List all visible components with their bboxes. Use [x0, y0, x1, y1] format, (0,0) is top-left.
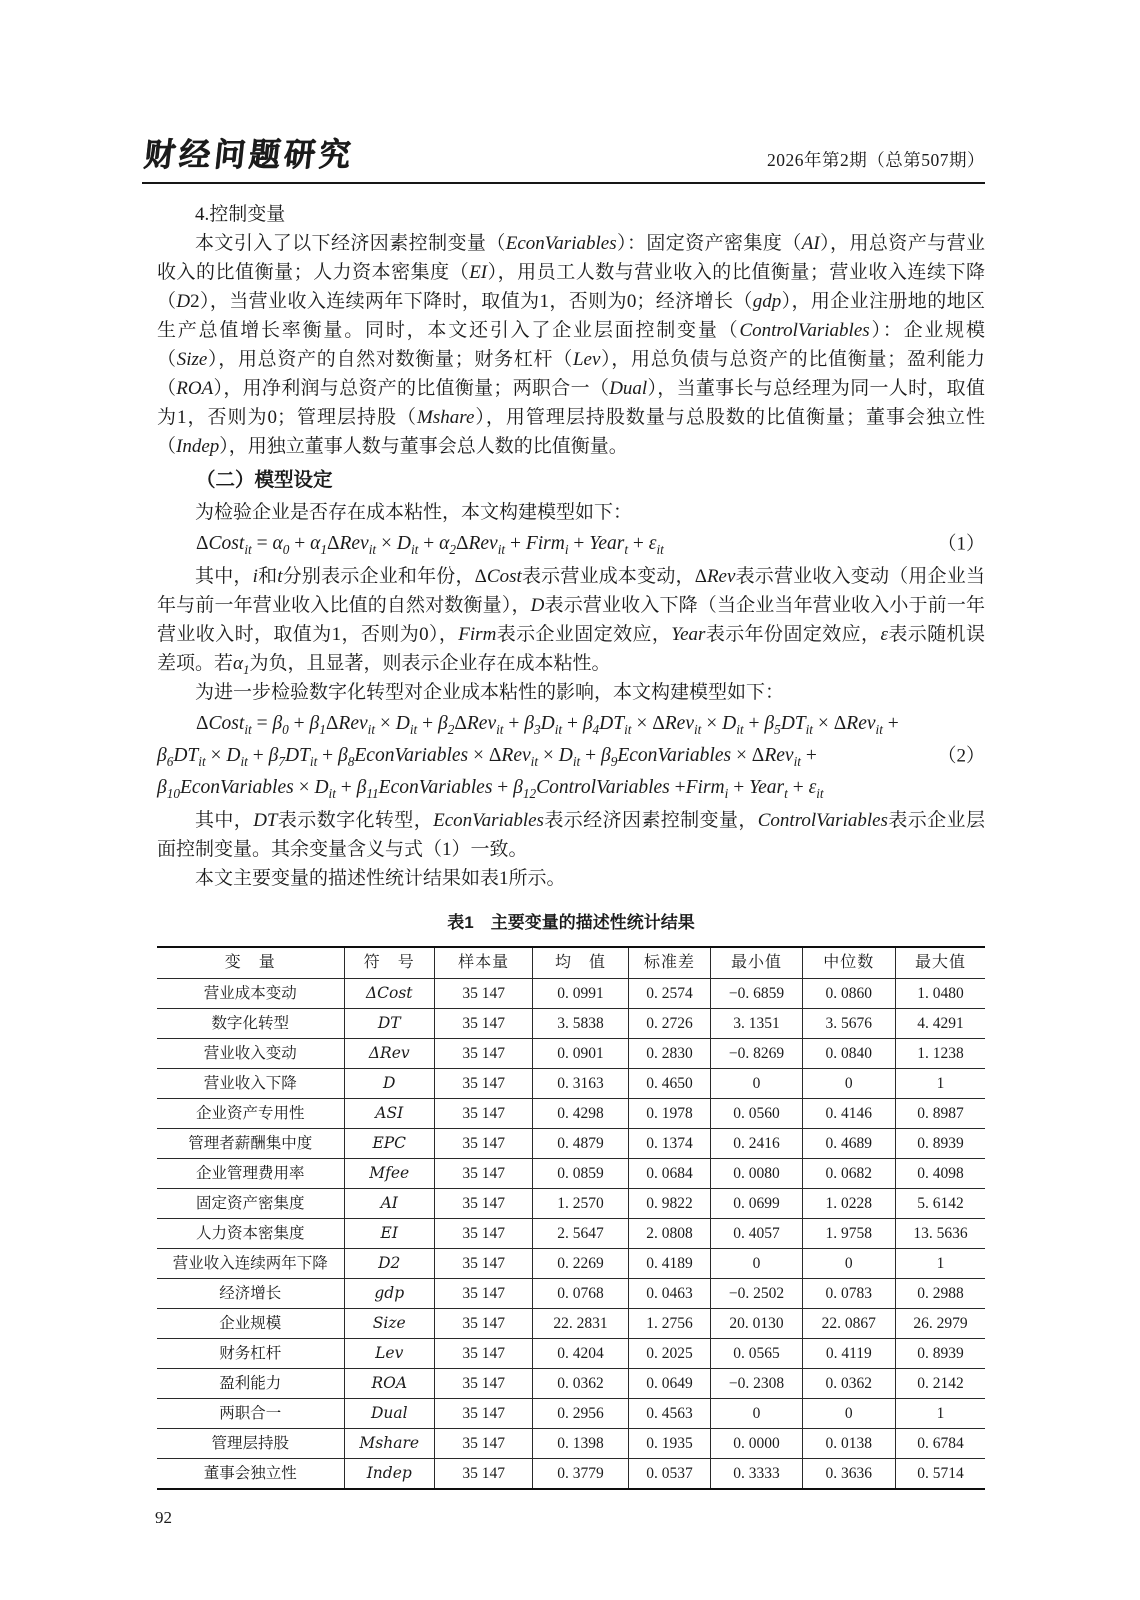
section-heading-model-setting: （二）模型设定 — [196, 469, 333, 491]
value-cell: 1. 0480 — [896, 978, 985, 1008]
paragraph-eq2-explanation: 其中，DT表示数字化转型，EconVariables表示经济因素控制变量，ControlVariables表示企业层面控制变量。其余变量含义与式（1）一致。 — [157, 810, 985, 860]
symbol-cell: ASI — [344, 1098, 434, 1128]
table-row — [157, 1308, 985, 1338]
equation-line: $\beta_6DT_{it} \times D_{it} + \beta_7DT_{it}$ + $\beta_8EconVariables \times \Delta Rev_{it} \times D_{it}$ + $\beta_9EconVariables \times \Delta Rev_{it}$ + — [157, 745, 817, 769]
value-cell: 0. 1978 — [628, 1098, 711, 1128]
value-cell: 0. 3163 — [533, 1068, 628, 1098]
value-cell: 0. 0138 — [802, 1428, 896, 1458]
variable-name-cell: 企业管理费用率 — [157, 1158, 344, 1188]
table-row — [157, 1248, 985, 1278]
variable-name-cell: 营业收入连续两年下降 — [157, 1248, 344, 1278]
variable-name-cell: 管理层持股 — [157, 1428, 344, 1458]
value-cell: 0. 4563 — [628, 1398, 711, 1428]
table-row — [157, 1338, 985, 1368]
value-cell: 0. 4098 — [896, 1158, 985, 1188]
table-title: 表1 主要变量的描述性统计结果 — [447, 913, 695, 932]
value-cell: 0. 2142 — [896, 1368, 985, 1398]
variable-name-cell: 经济增长 — [157, 1278, 344, 1308]
value-cell: 1. 1238 — [896, 1038, 985, 1068]
value-cell: 3. 5676 — [802, 1008, 896, 1038]
variable-name-cell: 营业成本变动 — [157, 978, 344, 1008]
value-cell: 1. 0228 — [802, 1188, 896, 1218]
value-cell: 35 147 — [434, 1458, 533, 1489]
value-cell: 0. 3636 — [802, 1458, 896, 1489]
symbol-cell: Dual — [344, 1398, 434, 1428]
variable-name-cell: 两职合一 — [157, 1398, 344, 1428]
column-header: 最大值 — [896, 947, 985, 978]
value-cell: 13. 5636 — [896, 1218, 985, 1248]
variable-name-cell: 固定资产密集度 — [157, 1188, 344, 1218]
paragraph-control-variables: 本文引入了以下经济因素控制变量（EconVariables）：固定资产密集度（AI），用总资产与营业收入的比值衡量；人力资本密集度（EI），用员工人数与营业收入的比值衡量；营业收入连续下降（D2），当营业收入连续两年下降时，取值为1，否则为0；经济增长（gdp），用企业注册地的地区生产总值增长率衡量。同时，本文还引入了企业层面控制变量（ControlVariables）：企业规模（Size），用总资产的自然对数衡量；财务杠杆（Lev），用总负债与总资产的比值衡量；盈利能力（ROA），用净利润与总资产的比值衡量；两职合一（Dual），当董事长与总经理为同一人时，取值为1，否则为0；管理层持股（Mshare），用管理层持股数量与总股数的比值衡量；董事会独立性（Indep），用独立董事人数与董事会总人数的比值衡量。 — [157, 233, 985, 457]
value-cell: 0. 0991 — [533, 978, 628, 1008]
equation-1-body — [157, 528, 927, 560]
column-header: 符 号 — [344, 947, 434, 978]
value-cell: 0. 5714 — [917, 1464, 964, 1482]
value-cell: 22. 0867 — [802, 1308, 896, 1338]
value-cell: 0. 8987 — [896, 1098, 985, 1128]
value-cell: 35 147 — [434, 1218, 533, 1248]
value-cell: 0. 6784 — [896, 1428, 985, 1458]
value-cell: 0. 8939 — [896, 1128, 985, 1158]
symbol-cell: ΔRev — [344, 1038, 434, 1068]
table-row — [157, 1188, 985, 1218]
value-cell: 22. 2831 — [533, 1308, 628, 1338]
symbol-cell: Mfee — [344, 1158, 434, 1188]
symbol-cell: DT — [344, 1008, 434, 1038]
symbol-cell: AI — [344, 1188, 434, 1218]
table-body — [157, 978, 985, 1489]
value-cell: 0. 4879 — [533, 1128, 628, 1158]
value-cell: 0. 0901 — [533, 1038, 628, 1068]
value-cell: 0. 0840 — [802, 1038, 896, 1068]
value-cell: 35 147 — [434, 1128, 533, 1158]
paragraph-model-intro-1: 为检验企业是否存在成本粘性，本文构建模型如下： — [195, 502, 633, 523]
value-cell: 3. 5838 — [533, 1008, 628, 1038]
table-row — [157, 1458, 985, 1489]
table-row — [157, 1278, 985, 1308]
column-header: 最小值 — [711, 947, 802, 978]
equation-1-number: （1） — [937, 533, 985, 555]
value-cell: 1 — [896, 1068, 985, 1098]
value-cell: 0. 0859 — [533, 1158, 628, 1188]
value-cell: 35 147 — [434, 1428, 533, 1458]
value-cell: 2. 0808 — [628, 1218, 711, 1248]
value-cell: 0. 3333 — [711, 1458, 802, 1489]
value-cell: 0. 1374 — [628, 1128, 711, 1158]
symbol-cell: ΔCost — [344, 978, 434, 1008]
value-cell: 0 — [711, 1248, 802, 1278]
value-cell: 0. 0684 — [628, 1158, 711, 1188]
variable-name-cell: 人力资本密集度 — [157, 1218, 344, 1248]
value-cell: 0. 9822 — [628, 1188, 711, 1218]
value-cell: 35 147 — [434, 1278, 533, 1308]
value-cell: −0. 8269 — [711, 1038, 802, 1068]
value-cell: 26. 2979 — [896, 1308, 985, 1338]
column-header: 变 量 — [157, 947, 344, 978]
value-cell: 0. 0783 — [802, 1278, 896, 1308]
symbol-cell: Indep — [344, 1458, 434, 1489]
value-cell: 0. 0362 — [802, 1368, 896, 1398]
value-cell: 35 147 — [434, 978, 533, 1008]
variable-name-cell: 企业资产专用性 — [157, 1098, 344, 1128]
value-cell: −0. 2502 — [711, 1278, 802, 1308]
value-cell: 1. 2756 — [628, 1308, 711, 1338]
value-cell: 0. 4057 — [711, 1218, 802, 1248]
value-cell: 0. 2269 — [533, 1248, 628, 1278]
equation-line: ΔCost$_{it}$ = $\alpha_0 + \alpha_1\Delta Rev_{it} \times D_{it} + \alpha_2\Delta Rev_{it}$ + Firm$_i$ + Year$_t$ + $\varepsilon_{it}$ — [196, 533, 664, 557]
value-cell: 5. 6142 — [896, 1188, 985, 1218]
value-cell: 0. 4146 — [802, 1098, 896, 1128]
value-cell: 0. 4689 — [802, 1128, 896, 1158]
value-cell: 0. 8939 — [896, 1338, 985, 1368]
equation-2 — [157, 708, 985, 804]
variable-name-cell: 营业收入变动 — [157, 1038, 344, 1068]
table-row — [157, 1038, 985, 1068]
table-row — [157, 978, 985, 1008]
value-cell: 4. 4291 — [896, 1008, 985, 1038]
value-cell: 0. 2956 — [533, 1398, 628, 1428]
table-row — [157, 1218, 985, 1248]
value-cell: 0. 2416 — [711, 1128, 802, 1158]
value-cell: 35 147 — [434, 1248, 533, 1278]
symbol-cell: ROA — [344, 1368, 434, 1398]
table-header-row — [157, 947, 985, 978]
value-cell: 35 147 — [434, 1008, 533, 1038]
value-cell: 0. 2988 — [896, 1278, 985, 1308]
value-cell: 0 — [711, 1398, 802, 1428]
variable-name-cell: 董事会独立性 — [157, 1458, 344, 1489]
value-cell: 0. 0682 — [802, 1158, 896, 1188]
equation-line: ΔCost$_{it}$ = $\beta_0 + \beta_1\Delta Rev_{it} \times D_{it} + \beta_2\Delta Rev_{it} + \beta_3D_{it} + \beta_4DT_{it} \times \Delta Rev_{it} \times D_{it} + \beta_5DT_{it} \times \Delta Rev_{it}$ + — [196, 713, 899, 737]
column-header: 标准差 — [628, 947, 711, 978]
value-cell: 1. 2570 — [533, 1188, 628, 1218]
symbol-cell: Size — [344, 1308, 434, 1338]
value-cell: 0. 4650 — [628, 1068, 711, 1098]
symbol-cell: gdp — [344, 1278, 434, 1308]
table-row — [157, 1008, 985, 1038]
value-cell: 35 147 — [434, 1338, 533, 1368]
value-cell: 35 147 — [434, 1068, 533, 1098]
value-cell: −0. 6859 — [711, 978, 802, 1008]
value-cell: 35 147 — [434, 1188, 533, 1218]
value-cell: 2. 5647 — [533, 1218, 628, 1248]
article-body — [157, 200, 985, 1532]
value-cell: 35 147 — [434, 1098, 533, 1128]
table-row — [157, 1098, 985, 1128]
value-cell: 0. 4204 — [533, 1338, 628, 1368]
value-cell: 0. 2025 — [628, 1338, 711, 1368]
equation-line: $\beta_{10}EconVariables \times D_{it}$ + $\beta_{11}EconVariables$ + $\beta_{12}ControlVariables$ +Firm$_i$ + Year$_t$ + $\varepsilon_{it}$ — [157, 777, 824, 801]
table-row — [157, 1158, 985, 1188]
paragraph-model-intro-2: 为进一步检验数字化转型对企业成本粘性的影响，本文构建模型如下： — [195, 682, 785, 703]
issue-info: 2026年第2期（总第507期） — [767, 150, 985, 170]
value-cell: 0. 3779 — [533, 1458, 628, 1489]
value-cell: 0. 0768 — [533, 1278, 628, 1308]
value-cell: 0. 1398 — [533, 1428, 628, 1458]
value-cell: 0. 0649 — [628, 1368, 711, 1398]
value-cell: 0 — [802, 1068, 896, 1098]
value-cell: 35 147 — [434, 1308, 533, 1338]
value-cell: 1. 9758 — [802, 1218, 896, 1248]
page-number: 92 — [155, 1507, 172, 1527]
symbol-cell: Mshare — [344, 1428, 434, 1458]
symbol-cell: D — [344, 1068, 434, 1098]
symbol-cell: EPC — [344, 1128, 434, 1158]
value-cell: 0. 2830 — [628, 1038, 711, 1068]
descriptive-stats-table — [157, 946, 985, 1490]
equation-2-number: （2） — [937, 745, 985, 767]
value-cell: 3. 1351 — [711, 1008, 802, 1038]
page-header — [142, 130, 985, 184]
table-row — [157, 1428, 985, 1458]
value-cell: 1 — [896, 1398, 985, 1428]
value-cell: 35 147 — [434, 1038, 533, 1068]
value-cell: 0. 0560 — [711, 1098, 802, 1128]
value-cell: −0. 2308 — [711, 1368, 802, 1398]
value-cell: 0 — [802, 1398, 896, 1428]
value-cell: 0. 1935 — [628, 1428, 711, 1458]
value-cell: 0. 4119 — [802, 1338, 896, 1368]
variable-name-cell: 管理者薪酬集中度 — [157, 1128, 344, 1158]
equation-1 — [157, 528, 985, 560]
value-cell: 0. 0537 — [628, 1458, 711, 1489]
paragraph-table-reference: 本文主要变量的描述性统计结果如表1所示。 — [195, 868, 566, 889]
table-row — [157, 1068, 985, 1098]
subsection-heading-control-variables: 4.控制变量 — [195, 204, 286, 225]
value-cell: 0. 4298 — [533, 1098, 628, 1128]
value-cell: 1 — [896, 1248, 985, 1278]
symbol-cell: Lev — [344, 1338, 434, 1368]
value-cell: 0. 0463 — [628, 1278, 711, 1308]
value-cell: 0. 0000 — [711, 1428, 802, 1458]
value-cell: 0. 0080 — [711, 1158, 802, 1188]
value-cell: 0 — [711, 1068, 802, 1098]
value-cell: 0. 0699 — [711, 1188, 802, 1218]
table-row — [157, 1128, 985, 1158]
column-header: 样本量 — [434, 947, 533, 978]
value-cell: 35 147 — [434, 1368, 533, 1398]
variable-name-cell: 营业收入下降 — [157, 1068, 344, 1098]
paragraph-eq1-explanation: 其中，i和t分别表示企业和年份，ΔCost表示营业成本变动，ΔRev表示营业收入变动（用企业当年与前一年营业收入比值的自然对数衡量），D表示营业收入下降（当企业当年营业收入小于前一年营业收入时，取值为1，否则为0），Firm表示企业固定效应，Year表示年份固定效应，ε表示随机误差项。若$\alpha_1$为负，且显著，则表示企业存在成本粘性。 — [157, 566, 985, 677]
value-cell: 35 147 — [434, 1158, 533, 1188]
value-cell: 0. 0362 — [533, 1368, 628, 1398]
value-cell: 0. 0565 — [711, 1338, 802, 1368]
column-header: 均 值 — [533, 947, 628, 978]
value-cell: 20. 0130 — [711, 1308, 802, 1338]
value-cell: 0 — [802, 1248, 896, 1278]
value-cell: 0. 2574 — [628, 978, 711, 1008]
symbol-cell: D2 — [344, 1248, 434, 1278]
table-row — [157, 1398, 985, 1428]
variable-name-cell: 盈利能力 — [157, 1368, 344, 1398]
value-cell: 0. 0860 — [802, 978, 896, 1008]
table-row — [157, 1368, 985, 1398]
value-cell: 0. 4189 — [628, 1248, 711, 1278]
symbol-cell: EI — [344, 1218, 434, 1248]
variable-name-cell: 数字化转型 — [157, 1008, 344, 1038]
variable-name-cell: 财务杠杆 — [157, 1338, 344, 1368]
variable-name-cell: 企业规模 — [157, 1308, 344, 1338]
column-header: 中位数 — [802, 947, 896, 978]
journal-logo: 财经问题研究 — [142, 136, 357, 174]
equation-2-body — [157, 708, 927, 804]
value-cell: 0. 2726 — [628, 1008, 711, 1038]
value-cell: 35 147 — [434, 1398, 533, 1428]
